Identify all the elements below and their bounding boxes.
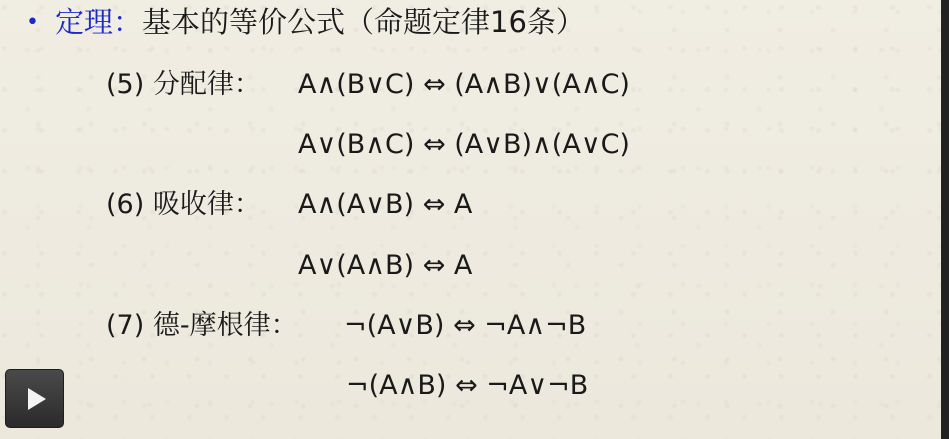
formula-de-morgan-2: ¬(A∧B) ⇔ ¬A∨¬B [346, 370, 589, 401]
title-prefix: 定理： [54, 5, 142, 39]
law-label-distributive: (5) 分配律： [106, 69, 261, 100]
window-edge [941, 0, 949, 439]
formula-absorption-1: A∧(A∨B) ⇔ A [298, 189, 473, 220]
play-button[interactable] [5, 369, 64, 428]
law-label-de-morgan: (7) 德-摩根律： [106, 310, 298, 341]
formula-de-morgan-1: ¬(A∨B) ⇔ ¬A∧¬B [344, 310, 587, 341]
title-text: 基本的等价公式（命题定律16条） [142, 5, 585, 39]
slide-title [26, 2, 585, 43]
play-icon [28, 388, 46, 410]
formula-distributive-2: A∨(B∧C) ⇔ (A∨B)∧(A∨C) [298, 129, 630, 160]
law-label-absorption: (6) 吸收律： [106, 189, 261, 220]
formula-absorption-2: A∨(A∧B) ⇔ A [298, 250, 473, 281]
formula-distributive-1: A∧(B∨C) ⇔ (A∧B)∨(A∧C) [298, 69, 630, 100]
bullet-icon: • [26, 10, 39, 35]
